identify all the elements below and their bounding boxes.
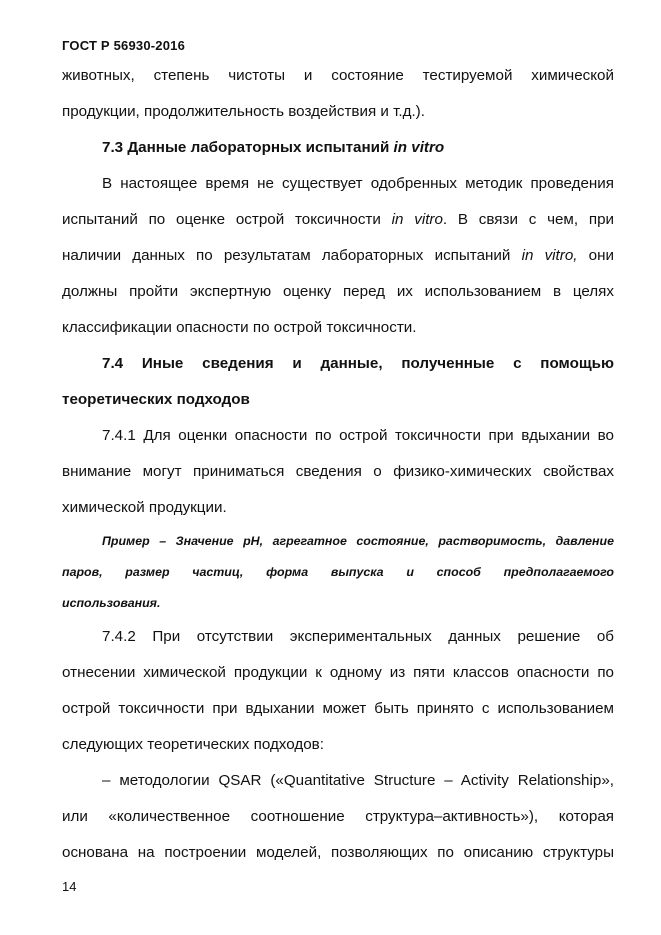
text-line: химической продукции. (62, 499, 227, 516)
text-line (62, 238, 614, 274)
text-line: животных, степень чистоты и состояние тестируемой химической (62, 67, 614, 84)
example-line: Пример – Значение pH, агрегатное состояние, растворимость, давление (102, 534, 614, 548)
text-line: следующих теоретических подходов: (62, 736, 324, 753)
text-line: – методологии QSAR («Quantitative Structure – Activity Relationship», (102, 772, 614, 789)
section-heading-7-4: 7.4 Иные сведения и данные, полученные с помощью (102, 355, 614, 372)
text-span: наличии данных по результатам лабораторных испытаний (62, 247, 522, 264)
italic-term: in vitro, (521, 247, 578, 264)
text-line (62, 202, 614, 238)
text-line: острой токсичности при вдыхании может быть принято с использованием (62, 700, 614, 717)
text-line: должны пройти экспертную оценку перед их использованием в целях (62, 283, 614, 300)
document-header-id: ГОСТ Р 56930-2016 (62, 38, 186, 53)
section-heading-7-4-cont: теоретических подходов (62, 391, 250, 408)
example-line: паров, размер частиц, форма выпуска и способ предполагаемого (62, 565, 614, 579)
text-line: или «количественное соотношение структура–активность»), которая (62, 808, 614, 825)
text-line: продукции, продолжительность воздействия и т.д.). (62, 103, 425, 120)
heading-italic-text: in vitro (393, 139, 445, 156)
section-heading-7-3 (62, 130, 614, 166)
text-line: внимание могут приниматься сведения о физико-химических свойствах (62, 463, 614, 480)
page-number: 14 (62, 879, 77, 894)
text-line: 7.4.1 Для оценки опасности по острой токсичности при вдыхании во (102, 427, 614, 444)
document-body (62, 58, 614, 871)
text-span: испытаний по оценке острой токсичности (62, 211, 392, 228)
text-line: классификации опасности по острой токсичности. (62, 319, 417, 336)
heading-text: 7.3 Данные лабораторных испытаний (102, 139, 394, 156)
text-line: 7.4.2 При отсутствии экспериментальных данных решение об (102, 628, 614, 645)
text-span: они (577, 247, 614, 264)
text-line: отнесении химической продукции к одному из пяти классов опасности по (62, 664, 614, 681)
text-line: В настоящее время не существует одобренных методик проведения (102, 175, 614, 192)
text-line: основана на построении моделей, позволяющих по описанию структуры (62, 844, 614, 861)
example-line: использования. (62, 596, 161, 610)
italic-term: in vitro (391, 211, 443, 228)
text-span: . В связи с чем, при (442, 211, 614, 228)
